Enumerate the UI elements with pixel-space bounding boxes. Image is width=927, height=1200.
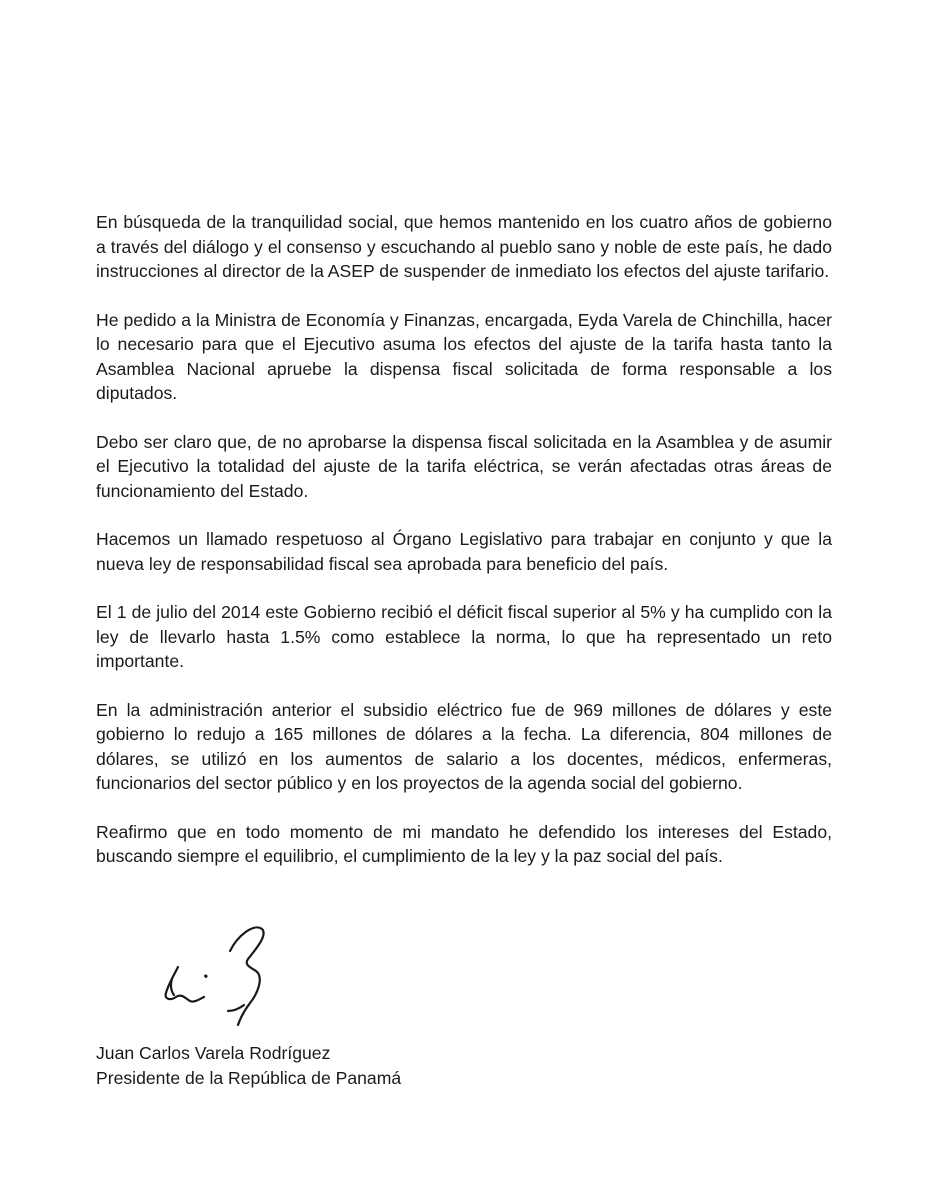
paragraph-reafirmo: Reafirmo que en todo momento de mi mandato he defendido los intereses del Estado, buscando siempre el equilibrio, el cumplimiento de la ley y la paz social del país. [96, 821, 832, 866]
paragraph-dispensa-fiscal: Debo ser claro que, de no aprobarse la dispensa fiscal solicitada en la Asamblea y de asumir el Ejecutivo la totalidad del ajuste de la tarifa eléctrica, se verán afectadas otras áreas de funcionamiento del Estado. [96, 431, 832, 501]
paragraph-ministra-economia: He pedido a la Ministra de Economía y Finanzas, encargada, Eyda Varela de Chinchilla, hacer lo necesario para que el Ejecutivo asuma los efectos del ajuste de la tarifa hasta tanto la Asamblea Nacional apruebe la dispensa fiscal solicitada de forma responsable a los diputados. [96, 309, 832, 403]
handwritten-signature [150, 915, 290, 1030]
signer-block [96, 1041, 596, 1090]
letter-body [96, 210, 832, 893]
paragraph-deficit-fiscal: El 1 de julio del 2014 este Gobierno recibió el déficit fiscal superior al 5% y ha cumplido con la ley de llevarlo hasta 1.5% como establece la norma, lo que ha representado un reto importante. [96, 602, 832, 671]
signer-name: Juan Carlos Varela Rodríguez [96, 1043, 331, 1063]
paragraph-tranquilidad-social: En búsqueda de la tranquilidad social, que hemos mantenido en los cuatro años de gobierno a través del diálogo y el consenso y escuchando al pueblo sano y noble de este país, he dado instrucciones al director de la ASEP de suspender de inmediato los efectos del ajuste tarifario. [96, 212, 832, 281]
paragraph-subsidio-electrico: En la administración anterior el subsidio eléctrico fue de 969 millones de dólares y este gobierno lo redujo a 165 millones de dólares a la fecha. La diferencia, 804 millones de dólares, se utilizó en los aumentos de salario a los docentes, médicos, enfermeras, funcionarios del sector público y en los proyectos de la agenda social del gobierno. [96, 699, 832, 793]
paragraph-llamado-legislativo: Hacemos un llamado respetuoso al Órgano Legislativo para trabajar en conjunto y que la nueva ley de responsabilidad fiscal sea aprobada para beneficio del país. [96, 529, 832, 574]
signer-title: Presidente de la República de Panamá [96, 1067, 402, 1088]
